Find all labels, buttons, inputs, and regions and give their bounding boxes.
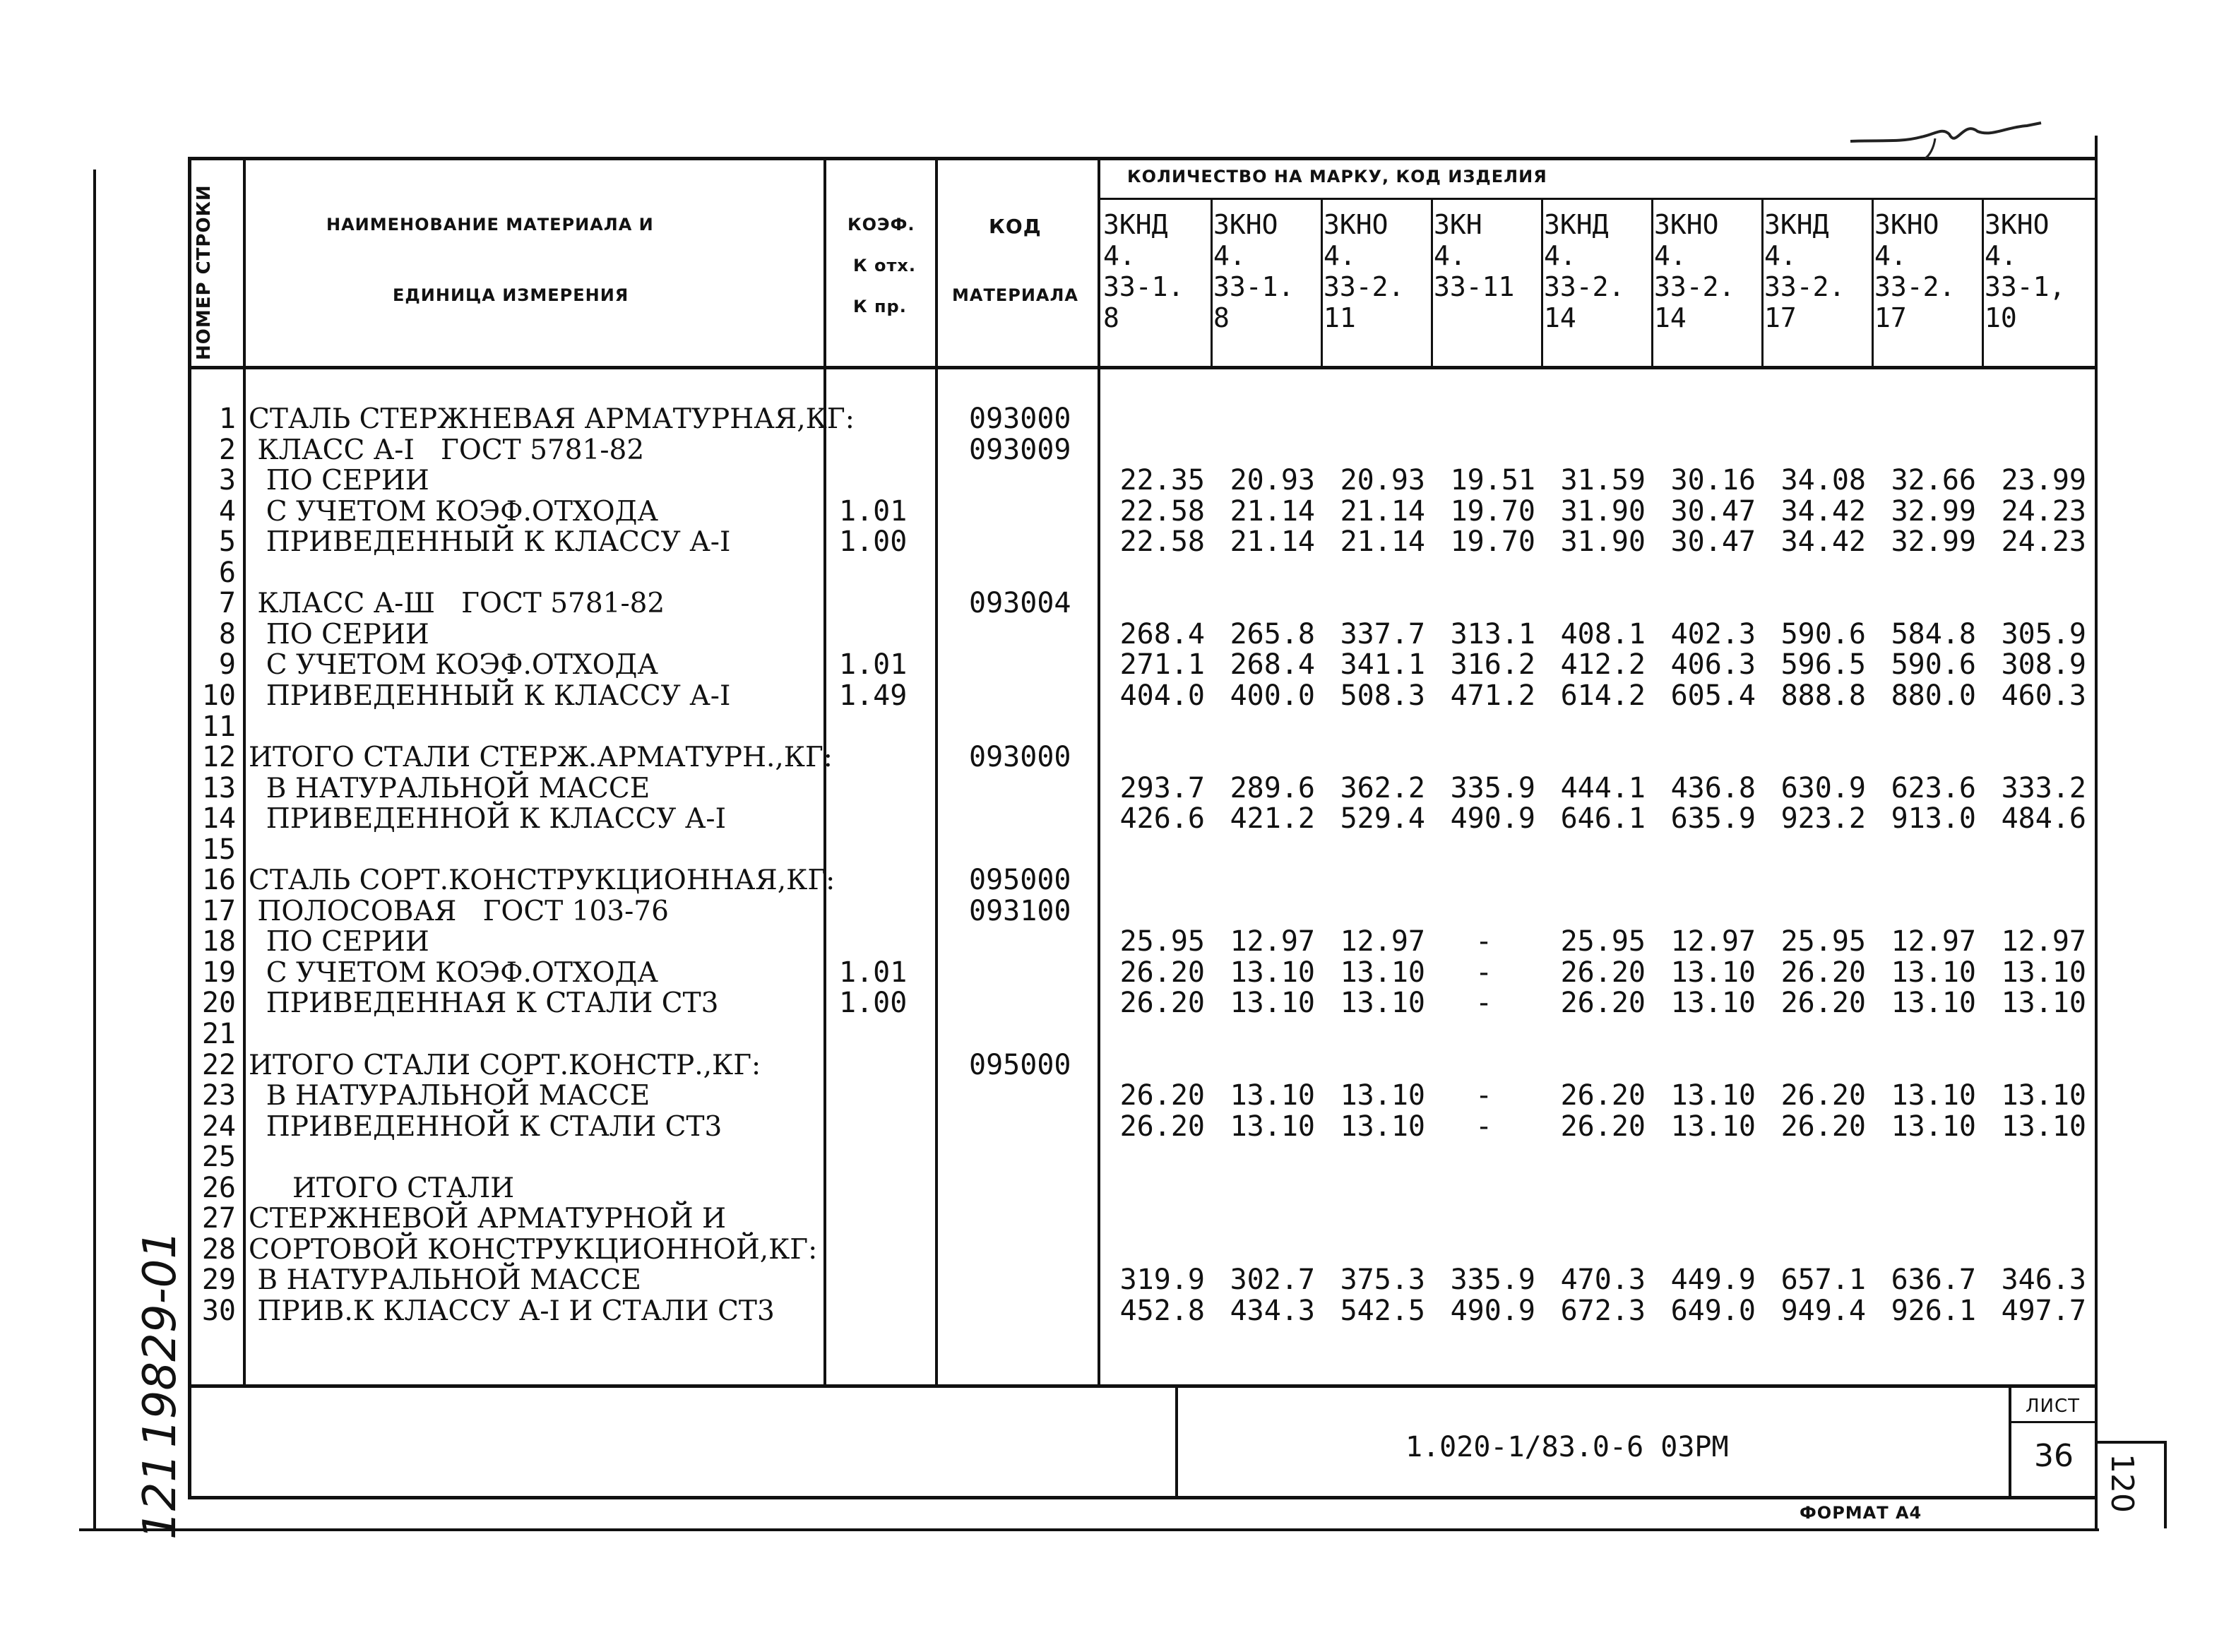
material-code: 093009 [969, 433, 1071, 466]
inner-bottom-border [188, 1496, 2096, 1499]
material-name: ПОЛОСОВАЯ ГОСТ 103-76 [249, 895, 669, 927]
quantity-value: 484.6 [2001, 802, 2086, 836]
row-number: 21 [201, 1018, 236, 1050]
quantity-value: 26.20 [1119, 956, 1205, 989]
outer-left-border [93, 170, 96, 1531]
material-name: ПО СЕРИИ [249, 465, 429, 497]
quantity-value: 888.8 [1780, 679, 1866, 712]
material-name: СТАЛЬ СТЕРЖНЕВАЯ АРМАТУРНАЯ,КГ: [249, 403, 855, 435]
quantity-value: - [1475, 987, 1493, 1020]
quantity-header: КОЛИЧЕСТВО НА МАРКУ, КОД ИЗДЕЛИЯ [1127, 167, 1547, 186]
row-number-header: НОМЕР СТРОКИ [194, 184, 215, 360]
quantity-value: 293.7 [1119, 771, 1205, 804]
row-number: 15 [201, 833, 236, 866]
quantity-value: 636.7 [1891, 1264, 1976, 1297]
material-name: ИТОГО СТАЛИ СТЕРЖ.АРМАТУРН.,КГ: [249, 742, 833, 774]
product-code-line: 4. [1544, 240, 1576, 271]
prod-divider [1982, 199, 1984, 367]
material-name: ПРИВЕДЕННАЯ К СТАЛИ СТ3 [249, 987, 719, 1020]
material-name-header-line1: НАИМЕНОВАНИЕ МАТЕРИАЛА И [326, 215, 654, 234]
quantity-value: 26.20 [1119, 987, 1205, 1020]
quantity-value: 20.93 [1230, 464, 1315, 497]
row-number: 30 [201, 1294, 236, 1327]
quantity-value: 471.2 [1450, 679, 1535, 712]
quantity-value: 302.7 [1230, 1264, 1315, 1297]
format-label: ФОРМАТ А4 [1800, 1503, 1922, 1523]
quantity-value: 434.3 [1230, 1294, 1315, 1327]
quantity-value: 635.9 [1670, 802, 1756, 836]
quantity-value: 13.10 [1340, 1110, 1425, 1143]
quantity-value: 375.3 [1340, 1264, 1425, 1297]
row-number: 5 [218, 525, 236, 559]
product-code-line: 3КНО [1324, 209, 1388, 240]
quantity-value: 265.8 [1230, 617, 1315, 650]
product-code-line: 4. [1874, 240, 1907, 271]
quantity-value: 26.20 [1780, 956, 1866, 989]
quantity-value: 32.66 [1891, 464, 1976, 497]
product-code-line: 33-1. [1213, 271, 1295, 302]
quantity-value: 20.93 [1340, 464, 1425, 497]
row-number: 2 [218, 433, 236, 466]
product-code-line: 17 [1764, 302, 1797, 333]
material-name: С УЧЕТОМ КОЭФ.ОТХОДА [249, 956, 658, 989]
quantity-value: 12.97 [1230, 925, 1315, 958]
quantity-value: 305.9 [2001, 617, 2086, 650]
product-code-line: 4. [1103, 240, 1136, 271]
material-name: ПРИВЕДЕННОЙ К КЛАССУ А-I [249, 803, 726, 836]
quantity-value: 319.9 [1119, 1264, 1205, 1297]
quantity-value: 30.47 [1670, 494, 1756, 528]
product-code-line: 4. [1434, 240, 1466, 271]
quantity-value: 13.10 [1230, 956, 1315, 989]
quantity-value: 923.2 [1780, 802, 1866, 836]
prod-divider [1872, 199, 1874, 367]
qty-label-bottom [1100, 198, 2096, 200]
quantity-value: 313.1 [1450, 617, 1535, 650]
row-number: 11 [201, 710, 236, 743]
quantity-value: 657.1 [1780, 1264, 1866, 1297]
coefficient: 1.00 [839, 525, 908, 559]
quantity-value: 436.8 [1670, 771, 1756, 804]
sheet-box-divider [2009, 1421, 2096, 1423]
material-name: ПО СЕРИИ [249, 926, 429, 958]
quantity-value: 426.6 [1119, 802, 1205, 836]
material-name: С УЧЕТОМ КОЭФ.ОТХОДА [249, 649, 658, 682]
quantity-value: 268.4 [1119, 617, 1205, 650]
product-code-line: 33-2. [1874, 271, 1956, 302]
row-number: 1 [218, 403, 236, 435]
quantity-value: 596.5 [1780, 648, 1866, 682]
coefficient: 1.01 [839, 956, 908, 989]
quantity-value: 13.10 [1670, 1079, 1756, 1112]
quantity-value: 289.6 [1230, 771, 1315, 804]
coef-header-line3: К пр. [853, 297, 907, 316]
material-code: 093100 [969, 894, 1071, 927]
material-code: 093000 [969, 403, 1071, 435]
quantity-value: 452.8 [1119, 1294, 1205, 1327]
row-number: 24 [201, 1110, 236, 1143]
quantity-value: 13.10 [1891, 956, 1976, 989]
quantity-value: 529.4 [1340, 802, 1425, 836]
row-number: 22 [201, 1048, 236, 1081]
quantity-value: 13.10 [2001, 987, 2086, 1020]
col-divider-code [1098, 157, 1100, 1386]
quantity-value: 13.10 [1340, 956, 1425, 989]
quantity-value: 672.3 [1560, 1294, 1646, 1327]
quantity-value: 490.9 [1450, 802, 1535, 836]
quantity-value: 333.2 [2001, 771, 2086, 804]
header-bottom-border [188, 366, 2098, 369]
coefficient: 1.49 [839, 679, 908, 712]
product-code-line: 3КНД [1544, 209, 1609, 240]
quantity-value: 26.20 [1780, 1079, 1866, 1112]
material-name: В НАТУРАЛЬНОЙ МАССЕ [249, 772, 650, 804]
product-code-line: 3КНО [1874, 209, 1939, 240]
row-number: 25 [201, 1141, 236, 1174]
quantity-value: 21.14 [1230, 525, 1315, 559]
prod-divider [1541, 199, 1543, 367]
material-code: 093000 [969, 741, 1071, 774]
quantity-value: 26.20 [1560, 956, 1646, 989]
quantity-value: 470.3 [1560, 1264, 1646, 1297]
vertical-sheet-mark: 121 [134, 1453, 186, 1540]
outer-right-border [2095, 136, 2098, 1531]
quantity-value: 341.1 [1340, 648, 1425, 682]
stamp-divider [1175, 1386, 1178, 1497]
quantity-value: 337.7 [1340, 617, 1425, 650]
quantity-value: 19.70 [1450, 525, 1535, 559]
coefficient: 1.01 [839, 648, 908, 682]
material-name: ПО СЕРИИ [249, 618, 429, 650]
quantity-value: 34.42 [1780, 525, 1866, 559]
material-name: ПРИВ.К КЛАССУ А-I И СТАЛИ СТ3 [249, 1295, 775, 1327]
quantity-value: 12.97 [1891, 925, 1976, 958]
quantity-value: 13.10 [1670, 956, 1756, 989]
row-number: 28 [201, 1232, 236, 1266]
material-name: ПРИВЕДЕННЫЙ К КЛАССУ А-I [249, 679, 731, 712]
product-code-line: 4. [1213, 240, 1246, 271]
row-number: 13 [201, 771, 236, 804]
code-header-line2: МАТЕРИАЛА [952, 285, 1078, 305]
row-number: 17 [201, 894, 236, 927]
quantity-value: 316.2 [1450, 648, 1535, 682]
quantity-value: 590.6 [1780, 617, 1866, 650]
product-code-line: 11 [1324, 302, 1356, 333]
row-number: 26 [201, 1171, 236, 1204]
quantity-value: 542.5 [1340, 1294, 1425, 1327]
quantity-value: 926.1 [1891, 1294, 1976, 1327]
product-code-line: 17 [1874, 302, 1907, 333]
quantity-value: 400.0 [1230, 679, 1315, 712]
quantity-value: 444.1 [1560, 771, 1646, 804]
quantity-value: 22.58 [1119, 494, 1205, 528]
row-number: 6 [218, 556, 236, 589]
quantity-value: 30.47 [1670, 525, 1756, 559]
quantity-value: 19.51 [1450, 464, 1535, 497]
coefficient: 1.00 [839, 987, 908, 1020]
vertical-archive-number: 19829-01 [134, 1230, 186, 1448]
material-name: ИТОГО СТАЛИ [249, 1172, 515, 1204]
inner-top-border [188, 157, 2098, 160]
product-code-line: 4. [1764, 240, 1797, 271]
side-box-right [2164, 1441, 2167, 1528]
quantity-value: 406.3 [1670, 648, 1756, 682]
product-code-line: 3КН [1434, 209, 1482, 240]
quantity-value: 13.10 [1340, 1079, 1425, 1112]
quantity-value: 404.0 [1119, 679, 1205, 712]
quantity-value: 31.90 [1560, 525, 1646, 559]
quantity-value: 24.23 [2001, 494, 2086, 528]
quantity-value: 490.9 [1450, 1294, 1535, 1327]
side-box-top [2096, 1441, 2167, 1444]
quantity-value: - [1475, 956, 1493, 989]
quantity-value: 26.20 [1780, 1110, 1866, 1143]
quantity-value: 26.20 [1780, 987, 1866, 1020]
quantity-value: 26.20 [1119, 1079, 1205, 1112]
sheet-label: ЛИСТ [2026, 1396, 2081, 1417]
side-page-number: 120 [2104, 1454, 2140, 1513]
quantity-value: 649.0 [1670, 1294, 1756, 1327]
quantity-value: 13.10 [1670, 1110, 1756, 1143]
quantity-value: 26.20 [1560, 1079, 1646, 1112]
product-code-line: 3КНО [1985, 209, 2050, 240]
material-name: ПРИВЕДЕННОЙ К СТАЛИ СТ3 [249, 1110, 722, 1143]
body-bottom-border [188, 1384, 2098, 1388]
quantity-value: 646.1 [1560, 802, 1646, 836]
product-code-line: 4. [1324, 240, 1356, 271]
row-number: 14 [201, 802, 236, 836]
product-code-line: 33-2. [1544, 271, 1625, 302]
coef-header-line1: КОЭФ. [848, 215, 915, 234]
quantity-value: 412.2 [1560, 648, 1646, 682]
quantity-value: 13.10 [1670, 987, 1756, 1020]
quantity-value: 13.10 [1891, 1110, 1976, 1143]
material-name: СТАЛЬ СОРТ.КОНСТРУКЦИОННАЯ,КГ: [249, 864, 835, 897]
prod-divider [1321, 199, 1323, 367]
material-name: ПРИВЕДЕННЫЙ К КЛАССУ А-I [249, 526, 731, 559]
quantity-value: 449.9 [1670, 1264, 1756, 1297]
quantity-value: 590.6 [1891, 648, 1976, 682]
row-number: 16 [201, 864, 236, 897]
quantity-value: 497.7 [2001, 1294, 2086, 1327]
material-name: СОРТОВОЙ КОНСТРУКЦИОННОЙ,КГ: [249, 1233, 818, 1266]
quantity-value: 34.42 [1780, 494, 1866, 528]
row-number: 3 [218, 464, 236, 497]
row-number: 20 [201, 987, 236, 1020]
row-number: 18 [201, 925, 236, 958]
quantity-value: 19.70 [1450, 494, 1535, 528]
quantity-value: 268.4 [1230, 648, 1315, 682]
quantity-value: 271.1 [1119, 648, 1205, 682]
sheet-number: 36 [2034, 1438, 2074, 1474]
sheet-box-left [2009, 1386, 2011, 1497]
product-code-line: 3КНД [1764, 209, 1829, 240]
prod-divider [1651, 199, 1653, 367]
product-code-line: 8 [1213, 302, 1230, 333]
product-code-line: 4. [1985, 240, 2017, 271]
coefficient: 1.01 [839, 494, 908, 528]
quantity-value: 25.95 [1780, 925, 1866, 958]
quantity-value: - [1475, 1079, 1493, 1112]
material-name-header-line2: ЕДИНИЦА ИЗМЕРЕНИЯ [393, 285, 629, 305]
quantity-value: 13.10 [1230, 1079, 1315, 1112]
quantity-value: 362.2 [1340, 771, 1425, 804]
quantity-value: 34.08 [1780, 464, 1866, 497]
row-number: 12 [201, 741, 236, 774]
product-code-line: 4. [1654, 240, 1687, 271]
quantity-value: 12.97 [1340, 925, 1425, 958]
quantity-value: 408.1 [1560, 617, 1646, 650]
quantity-value: 623.6 [1891, 771, 1976, 804]
quantity-value: 31.59 [1560, 464, 1646, 497]
quantity-value: 12.97 [1670, 925, 1756, 958]
outer-bottom-border [79, 1528, 2099, 1531]
quantity-value: 21.14 [1340, 525, 1425, 559]
product-code-line: 33-1, [1985, 271, 2066, 302]
row-number: 19 [201, 956, 236, 989]
product-code-line: 14 [1654, 302, 1687, 333]
prod-divider [1431, 199, 1433, 367]
quantity-value: 584.8 [1891, 617, 1976, 650]
quantity-value: 30.16 [1670, 464, 1756, 497]
quantity-value: 24.23 [2001, 525, 2086, 559]
quantity-value: 21.14 [1340, 494, 1425, 528]
quantity-value: 13.10 [1891, 1079, 1976, 1112]
material-code: 095000 [969, 1048, 1071, 1081]
quantity-value: 26.20 [1119, 1110, 1205, 1143]
row-number: 27 [201, 1202, 236, 1235]
quantity-value: 31.90 [1560, 494, 1646, 528]
material-name: С УЧЕТОМ КОЭФ.ОТХОДА [249, 495, 658, 528]
quantity-value: 335.9 [1450, 1264, 1535, 1297]
row-number: 4 [218, 494, 236, 528]
product-code-line: 3КНД [1103, 209, 1168, 240]
quantity-value: 605.4 [1670, 679, 1756, 712]
inner-left-border [188, 157, 191, 1499]
row-number: 9 [218, 648, 236, 682]
product-code-line: 8 [1103, 302, 1119, 333]
product-code-line: 10 [1985, 302, 2017, 333]
quantity-value: 13.10 [1340, 987, 1425, 1020]
prod-divider [1761, 199, 1764, 367]
quantity-value: - [1475, 925, 1493, 958]
quantity-value: 335.9 [1450, 771, 1535, 804]
product-code-line: 33-2. [1764, 271, 1845, 302]
quantity-value: 308.9 [2001, 648, 2086, 682]
row-number: 7 [218, 587, 236, 620]
quantity-value: 13.10 [2001, 1079, 2086, 1112]
quantity-value: 21.14 [1230, 494, 1315, 528]
quantity-value: 13.10 [1230, 987, 1315, 1020]
material-code: 093004 [969, 587, 1071, 620]
quantity-value: 25.95 [1119, 925, 1205, 958]
quantity-value: 32.99 [1891, 525, 1976, 559]
product-code-line: 33-11 [1434, 271, 1515, 302]
col-divider-coef [935, 157, 938, 1386]
col-divider-rowno [243, 157, 246, 1386]
row-number: 23 [201, 1079, 236, 1112]
row-number: 29 [201, 1264, 236, 1297]
quantity-value: 13.10 [1891, 987, 1976, 1020]
quantity-value: 460.3 [2001, 679, 2086, 712]
prod-divider [1211, 199, 1213, 367]
row-number: 8 [218, 617, 236, 650]
document-code: 1.020-1/83.0-6 03РМ [1405, 1431, 1729, 1463]
product-code-line: 33-1. [1103, 271, 1184, 302]
product-code-line: 33-2. [1324, 271, 1405, 302]
quantity-value: 13.10 [1230, 1110, 1315, 1143]
quantity-value: 402.3 [1670, 617, 1756, 650]
quantity-value: 22.58 [1119, 525, 1205, 559]
quantity-value: - [1475, 1110, 1493, 1143]
quantity-value: 25.95 [1560, 925, 1646, 958]
material-code: 095000 [969, 864, 1071, 897]
material-name: СТЕРЖНЕВОЙ АРМАТУРНОЙ И [249, 1203, 726, 1235]
quantity-value: 949.4 [1780, 1294, 1866, 1327]
coef-header-line2: К отх. [853, 256, 916, 275]
quantity-value: 630.9 [1780, 771, 1866, 804]
quantity-value: 346.3 [2001, 1264, 2086, 1297]
quantity-value: 614.2 [1560, 679, 1646, 712]
product-code-line: 14 [1544, 302, 1576, 333]
quantity-value: 421.2 [1230, 802, 1315, 836]
product-code-line: 3КНО [1213, 209, 1278, 240]
quantity-value: 13.10 [2001, 1110, 2086, 1143]
product-code-line: 3КНО [1654, 209, 1719, 240]
quantity-value: 880.0 [1891, 679, 1976, 712]
quantity-value: 913.0 [1891, 802, 1976, 836]
material-name: В НАТУРАЛЬНОЙ МАССЕ [249, 1264, 641, 1297]
quantity-value: 22.35 [1119, 464, 1205, 497]
handwritten-signature [1836, 106, 2048, 162]
quantity-value: 32.99 [1891, 494, 1976, 528]
row-number: 10 [201, 679, 236, 712]
quantity-value: 23.99 [2001, 464, 2086, 497]
quantity-value: 26.20 [1560, 1110, 1646, 1143]
code-header-line1: КОД [989, 215, 1042, 238]
product-code-line: 33-2. [1654, 271, 1735, 302]
material-name: В НАТУРАЛЬНОЙ МАССЕ [249, 1080, 650, 1112]
material-name: КЛАСС А-Ш ГОСТ 5781-82 [249, 588, 665, 620]
quantity-value: 508.3 [1340, 679, 1425, 712]
material-name: КЛАСС А-I ГОСТ 5781-82 [249, 434, 645, 466]
quantity-value: 26.20 [1560, 987, 1646, 1020]
quantity-value: 12.97 [2001, 925, 2086, 958]
quantity-value: 13.10 [2001, 956, 2086, 989]
material-name: ИТОГО СТАЛИ СОРТ.КОНСТР.,КГ: [249, 1049, 761, 1081]
